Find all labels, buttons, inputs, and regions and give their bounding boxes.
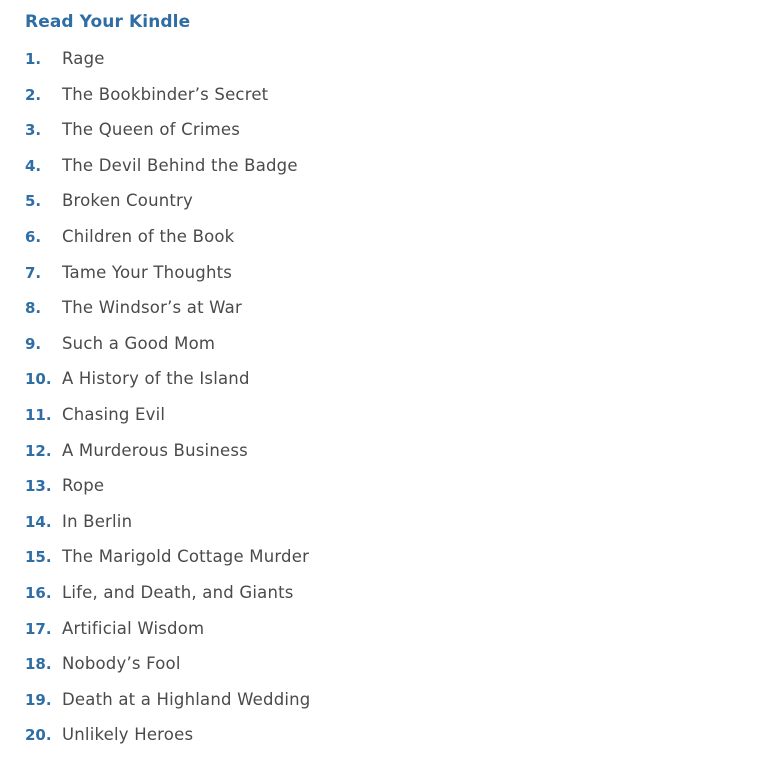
list-item: [0, 576, 757, 612]
list-item: [0, 327, 757, 363]
item-number: 18.: [25, 655, 52, 674]
item-number: 2.: [25, 85, 42, 104]
list-title: Read Your Kindle: [25, 12, 191, 32]
item-number: 8.: [25, 299, 42, 318]
list-item: [0, 149, 757, 185]
list-item: [0, 184, 757, 220]
book-title: Broken Country: [62, 191, 194, 211]
item-number: 5.: [25, 192, 42, 211]
item-number: 13.: [25, 477, 52, 496]
item-number: 4.: [25, 156, 42, 175]
item-number: 10.: [25, 370, 52, 389]
list-item: [0, 42, 757, 78]
list-item: [0, 220, 757, 256]
list-item: [0, 113, 757, 149]
item-number: 17.: [25, 619, 52, 638]
book-title: Rage: [62, 49, 105, 68]
book-title: Rope: [62, 476, 105, 496]
book-title: A History of the Island: [62, 369, 250, 389]
item-number: 16.: [25, 583, 52, 602]
book-title: In Berlin: [62, 511, 133, 531]
book-title: Chasing Evil: [62, 404, 166, 424]
item-number: 12.: [25, 441, 52, 460]
list-item: [0, 540, 757, 576]
item-number: 1.: [25, 50, 42, 68]
list-item: [0, 505, 757, 541]
list-item: [0, 612, 757, 648]
book-title: Tame Your Thoughts: [62, 262, 233, 282]
item-number: 6.: [25, 227, 42, 246]
list-item: [0, 683, 757, 719]
book-title: Artificial Wisdom: [62, 618, 205, 638]
item-number: 11.: [25, 405, 52, 424]
book-title: The Windsor’s at War: [62, 298, 242, 318]
book-title: Nobody’s Fool: [62, 654, 181, 674]
book-title: Children of the Book: [62, 226, 235, 246]
item-number: 14.: [25, 512, 52, 531]
list-item: [0, 291, 757, 327]
item-number: 9.: [25, 334, 42, 353]
book-title: The Queen of Crimes: [62, 120, 241, 140]
list-item: [0, 647, 757, 683]
book-title: The Marigold Cottage Murder: [62, 547, 310, 567]
list-item: [0, 718, 757, 754]
item-number: 20.: [25, 726, 52, 745]
list-item: [0, 434, 757, 470]
book-title: Life, and Death, and Giants: [62, 582, 294, 602]
book-title: Unlikely Heroes: [62, 725, 194, 745]
book-title: Such a Good Mom: [62, 333, 216, 353]
book-list: [0, 42, 757, 754]
book-title: The Devil Behind the Badge: [62, 155, 298, 175]
item-number: 15.: [25, 548, 52, 567]
book-title: A Murderous Business: [62, 440, 248, 460]
list-item: [0, 398, 757, 434]
list-item: [0, 362, 757, 398]
book-title: Death at a Highland Wedding: [62, 689, 311, 709]
list-item: [0, 469, 757, 505]
list-item: [0, 78, 757, 114]
book-title: The Bookbinder’s Secret: [62, 84, 269, 104]
list-item: [0, 256, 757, 292]
item-number: 19.: [25, 690, 52, 709]
item-number: 3.: [25, 121, 42, 140]
item-number: 7.: [25, 263, 42, 282]
